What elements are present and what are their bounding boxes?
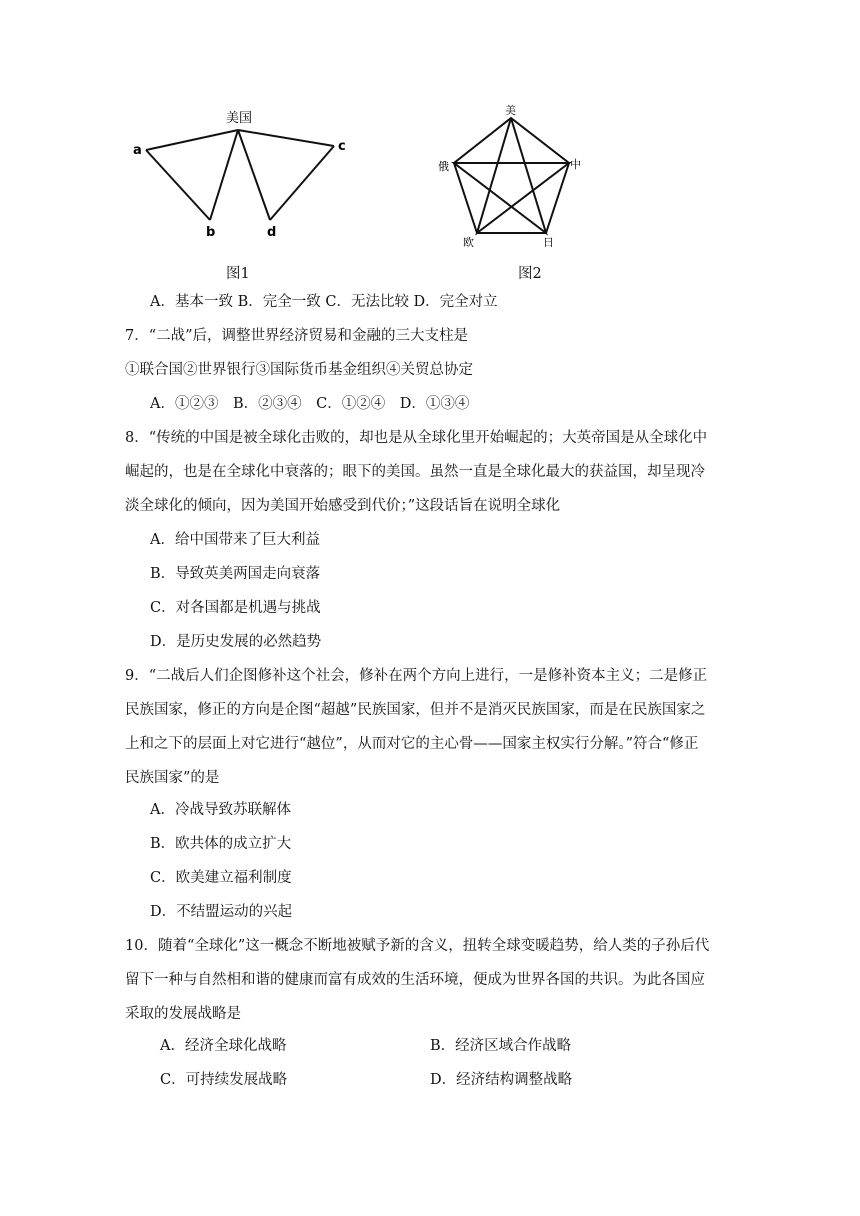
label-a: a (133, 143, 142, 158)
label-b: b (206, 225, 216, 240)
q6-options: A．基本一致 B．完全一致 C．无法比较 D．完全对立 (150, 294, 498, 310)
q8-option-a: A．给中国带来了巨大利益 (150, 532, 320, 548)
q10-stem-line-3: 采取的发展战略是 (125, 1006, 241, 1022)
q9-stem-line-1: 9．“二战后人们企图修补这个社会，修补在两个方向上进行，一是修补资本主义；二是修正 (125, 668, 708, 684)
q8-option-d: D．是历史发展的必然趋势 (150, 634, 322, 650)
line-usa-c (238, 130, 334, 146)
q10-stem-line-1: 10．随着“全球化”这一概念不断地被赋予新的含义，扭转全球变暖趋势，给人类的子孙后代 (125, 938, 710, 954)
label-c: c (338, 139, 346, 154)
label-usa: 美国 (226, 111, 253, 126)
line-a-usa (146, 130, 238, 150)
q8-stem-line-3: 淡全球化的倾向，因为美国开始感受到代价；”这段话旨在说明全球化 (125, 498, 561, 514)
line-usa-d (238, 130, 270, 220)
q9-option-d: D．不结盟运动的兴起 (150, 904, 293, 920)
q8-stem-line-1: 8．“传统的中国是被全球化击败的，却也是从全球化里开始崛起的；大英帝国是从全球化中 (125, 430, 708, 446)
q9-option-a: A．冷战导致苏联解体 (150, 802, 291, 818)
label-china: 中 (570, 158, 581, 171)
line-usa-b (210, 130, 238, 220)
label-europe: 欧 (463, 236, 474, 249)
label-d: d (267, 225, 277, 240)
line-a-b (146, 150, 210, 220)
q10-option-d: D．经济结构调整战略 (430, 1072, 573, 1088)
q8-option-c: C．对各国都是机遇与挑战 (150, 600, 321, 616)
q9-option-c: C．欧美建立福利制度 (150, 870, 292, 886)
figure-2-caption: 图2 (518, 266, 542, 282)
q8-stem-line-2: 崛起的，也是在全球化中衰落的；眼下的美国。虽然一直是全球化最大的获益国，却呈现冷 (125, 464, 705, 480)
q9-stem-line-3: 上和之下的层面上对它进行“越位”，从而对它的主心骨——国家主权实行分解。”符合“修正 (125, 736, 699, 752)
label-usa-fig2: 美 (505, 104, 516, 117)
q9-stem-line-2: 民族国家，修正的方向是企图“超越”民族国家，但并不是消灭民族国家，而是在民族国家之 (125, 702, 706, 718)
label-japan: 日 (543, 236, 554, 249)
line-c-d (270, 146, 334, 220)
label-russia: 俄 (438, 160, 449, 173)
q10-stem-line-2: 留下一种与自然相和谐的健康而富有成效的生活环境，便成为世界各国的共识。为此各国应 (125, 972, 705, 988)
q10-option-b: B．经济区域合作战略 (430, 1038, 572, 1054)
q9-option-b: B．欧共体的成立扩大 (150, 836, 292, 852)
q9-stem-line-4: 民族国家”的是 (125, 770, 220, 786)
q7-options: A．①②③ B．②③④ C．①②④ D．①③④ (150, 396, 470, 412)
figure-2-diagram (425, 100, 600, 250)
figure-1-diagram (120, 100, 370, 245)
q10-option-a: A．经济全球化战略 (160, 1038, 287, 1054)
q7-items: ①联合国②世界银行③国际货币基金组织④关贸总协定 (125, 362, 473, 378)
q8-option-b: B．导致英美两国走向衰落 (150, 566, 321, 582)
q7-stem: 7．“二战”后，调整世界经济贸易和金融的三大支柱是 (125, 328, 469, 344)
figure-1-caption: 图1 (226, 266, 250, 282)
q10-option-c: C．可持续发展战略 (160, 1072, 288, 1088)
